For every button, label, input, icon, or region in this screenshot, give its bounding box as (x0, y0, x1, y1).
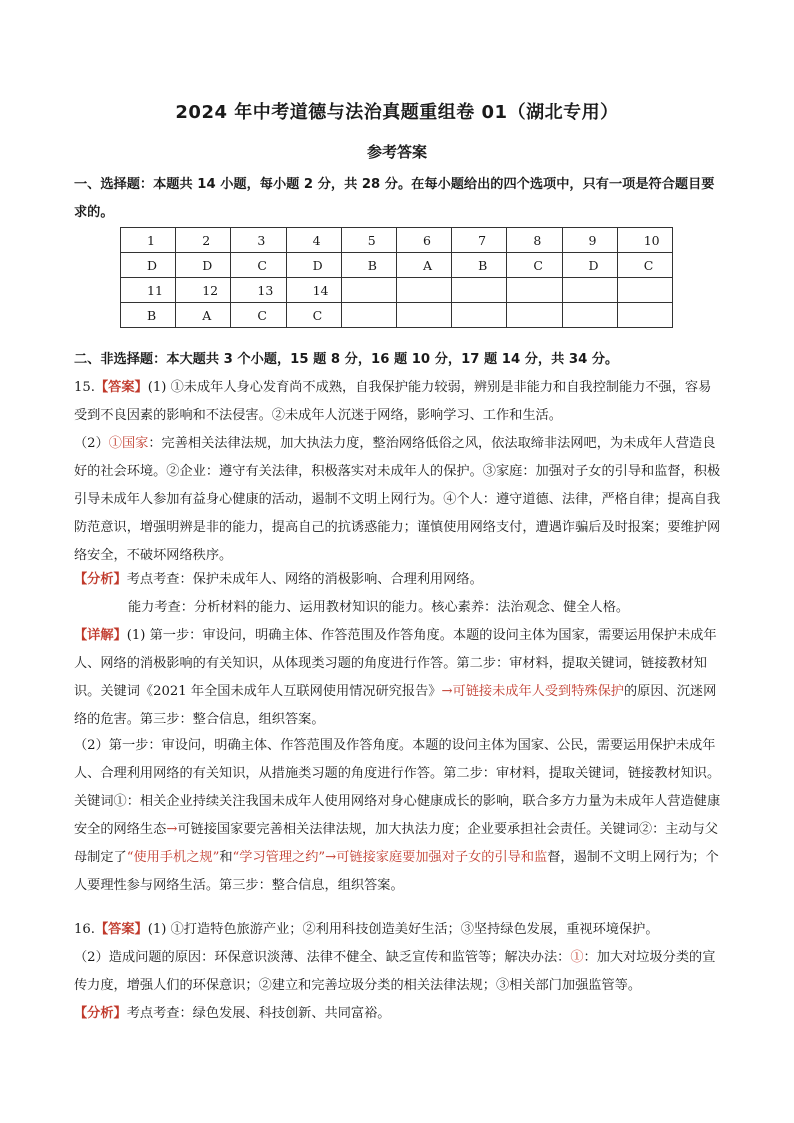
section1-heading: 一、选择题： (74, 177, 154, 192)
table-cell (452, 303, 507, 328)
table-cell: C (617, 253, 672, 278)
table-cell: 10 (617, 228, 672, 253)
table-cell: 13 (231, 278, 286, 303)
table-cell: 12 (176, 278, 231, 303)
q16-answer-part1 (74, 916, 722, 944)
q16-p2-a: （2）造成问题的原因：环保意识淡薄、法律不健全、缺乏宣传和监管等；解决办法： (74, 950, 571, 965)
q15-analysis-line2 (74, 594, 722, 622)
q15-analysis-2: 能力考查：分析材料的能力、运用教材知识的能力。核心素养：法治观念、健全人格。 (128, 600, 630, 615)
table-cell (507, 278, 562, 303)
table-cell (617, 303, 672, 328)
answer-table (120, 227, 673, 328)
section1-text: 本题共 14 小题，每小题 2 分，共 28 分。在每小题给出的四个选项中，只有一项是符合题目要求的。 (74, 177, 715, 220)
table-cell (341, 278, 396, 303)
table-cell: 4 (286, 228, 341, 253)
q16-number: 16. (74, 922, 95, 937)
q15-detail2-red2: “学习管理之约”→可链接家庭要加强对子女的引导和监 (232, 850, 548, 865)
q15-answer-part2 (74, 430, 722, 570)
table-cell: 11 (121, 278, 176, 303)
answer-table-row-numbers-2 (121, 278, 673, 303)
table-cell: D (176, 253, 231, 278)
q15-analysis-tag: 【分析】 (74, 572, 127, 587)
section2-instructions (74, 346, 722, 374)
answer-table-row-answers-1 (121, 253, 673, 278)
table-cell: 3 (231, 228, 286, 253)
q15-detail1-a: (1) 第一步：审设问，明确主体、作答范围及作答角度。本题的设问主体为国家，需要运用保护未成年人、网络的消极影响的有关知识，从体现类习题的角度进行作答。第二步：审材料，提取关键词，链接教材知识。关键词《2021 年全国未成年人互联网使用情况研究报告》 (74, 628, 717, 699)
q15-detail1-b: 的原因、沉迷网络的危害。第三步：整合信息，组织答案。 (74, 684, 717, 727)
q16-p2-b: ：加大对垃圾分类的宣传力度，增强人们的环保意识；②建立和完善垃圾分类的相关法律法规；③相关部门加强监管等。 (74, 950, 716, 993)
q16-analysis (74, 1000, 722, 1028)
table-cell: C (507, 253, 562, 278)
table-cell: B (341, 253, 396, 278)
table-cell (617, 278, 672, 303)
table-cell: D (121, 253, 176, 278)
section2-text: 本大题共 3 个小题，15 题 8 分，16 题 10 分，17 题 14 分，共 34 分。 (166, 352, 619, 367)
table-cell: 8 (507, 228, 562, 253)
table-cell: C (231, 303, 286, 328)
table-cell (562, 278, 617, 303)
q16-answer-part2 (74, 944, 722, 1000)
table-cell: 9 (562, 228, 617, 253)
q15-answer-tag: 【答案】 (94, 380, 148, 395)
table-cell (341, 303, 396, 328)
q15-number: 15. (74, 380, 95, 395)
table-cell: 14 (286, 278, 341, 303)
q15-detail-tag: 【详解】 (74, 628, 127, 643)
table-cell: C (286, 303, 341, 328)
q15-detail2-arrow: → (166, 822, 178, 837)
q16-analysis-tag: 【分析】 (74, 1006, 127, 1021)
q15-detail2-b: 可链接国家要完善相关法律法规，加大执法力度；企业要承担社会责任。关键词②：主动与父母制定了 (74, 822, 719, 865)
table-cell: D (562, 253, 617, 278)
table-cell (396, 278, 451, 303)
table-cell: 7 (452, 228, 507, 253)
q16-p2-red: ① (570, 950, 584, 965)
table-cell: B (452, 253, 507, 278)
answer-table-row-answers-2 (121, 303, 673, 328)
table-cell: A (396, 253, 451, 278)
answer-table-row-numbers-1 (121, 228, 673, 253)
q15-detail2-red1: “使用手机之规” (126, 850, 220, 865)
q15-detail2-c: 督，遏制不文明上网行为；个人要理性参与网络生活。第三步：整合信息，组织答案。 (74, 850, 719, 893)
q15-p2-prefix: （2） (74, 436, 109, 451)
table-cell: A (176, 303, 231, 328)
q16-answer-p1: (1) ①打造特色旅游产业；②利用科技创造美好生活；③坚持绿色发展，重视环境保护。 (147, 922, 659, 937)
q15-p2-red: ①国家 (108, 436, 149, 451)
q15-analysis (74, 566, 722, 594)
q16-analysis-1: 考点考查：绿色发展、科技创新、共同富裕。 (126, 1006, 391, 1021)
q15-detail-part1 (74, 622, 722, 734)
table-cell: C (231, 253, 286, 278)
section2-heading: 二、非选择题： (74, 352, 167, 367)
q15-detail1-red: →可链接未成年人受到特殊保护 (441, 684, 624, 699)
table-cell: 6 (396, 228, 451, 253)
q15-detail-part2 (74, 732, 722, 900)
q15-analysis-1: 考点考查：保护未成年人、网络的消极影响、合理利用网络。 (126, 572, 483, 587)
table-cell (452, 278, 507, 303)
q16-answer-tag: 【答案】 (94, 922, 148, 937)
q15-detail2-and: 和 (219, 850, 233, 865)
table-cell (562, 303, 617, 328)
table-cell: B (121, 303, 176, 328)
table-cell: D (286, 253, 341, 278)
section1-instructions (74, 171, 722, 227)
table-cell: 5 (341, 228, 396, 253)
table-cell (396, 303, 451, 328)
q15-detail2-a: （2）第一步：审设问，明确主体、作答范围及作答角度。本题的设问主体为国家、公民，需要运用保护未成年人、合理利用网络的有关知识，从措施类习题的角度进行作答。第二步：审材料，提取关键词，链接教材知识。关键词①：相关企业持续关注我国未成年人使用网络对身心健康成长的影响，联合多方力量为未成年人营造健康安全的网络生态 (74, 738, 721, 837)
q15-answer-part1 (74, 374, 722, 430)
q15-answer-p1: (1) ①未成年人身心发育尚不成熟，自我保护能力较弱，辨别是非能力和自我控制能力不强，容易受到不良因素的影响和不法侵害。②未成年人沉迷于网络，影响学习、工作和生活。 (74, 380, 712, 423)
table-cell: 2 (176, 228, 231, 253)
table-cell: 1 (121, 228, 176, 253)
page-subtitle: 参考答案 (366, 143, 427, 161)
page-title: 2024 年中考道德与法治真题重组卷 01（湖北专用） (175, 102, 619, 123)
table-cell (507, 303, 562, 328)
q15-p2-rest: ：完善相关法律法规，加大执法力度，整治网络低俗之风，依法取缔非法网吧，为未成年人营造良好的社会环境。②企业：遵守有关法律，积极落实对未成年人的保护。③家庭：加强对子女的引导和监督，积极引导未成年人参加有益身心健康的活动，遏制不文明上网行为。④个人：遵守道德、法律，严格自律；提高自我防范意识，增强明辨是非的能力，提高自己的抗诱惑能力；谨慎使用网络支付，遭遇诈骗后及时报案；要维护网络安全，不破坏网络秩序。 (74, 436, 721, 563)
